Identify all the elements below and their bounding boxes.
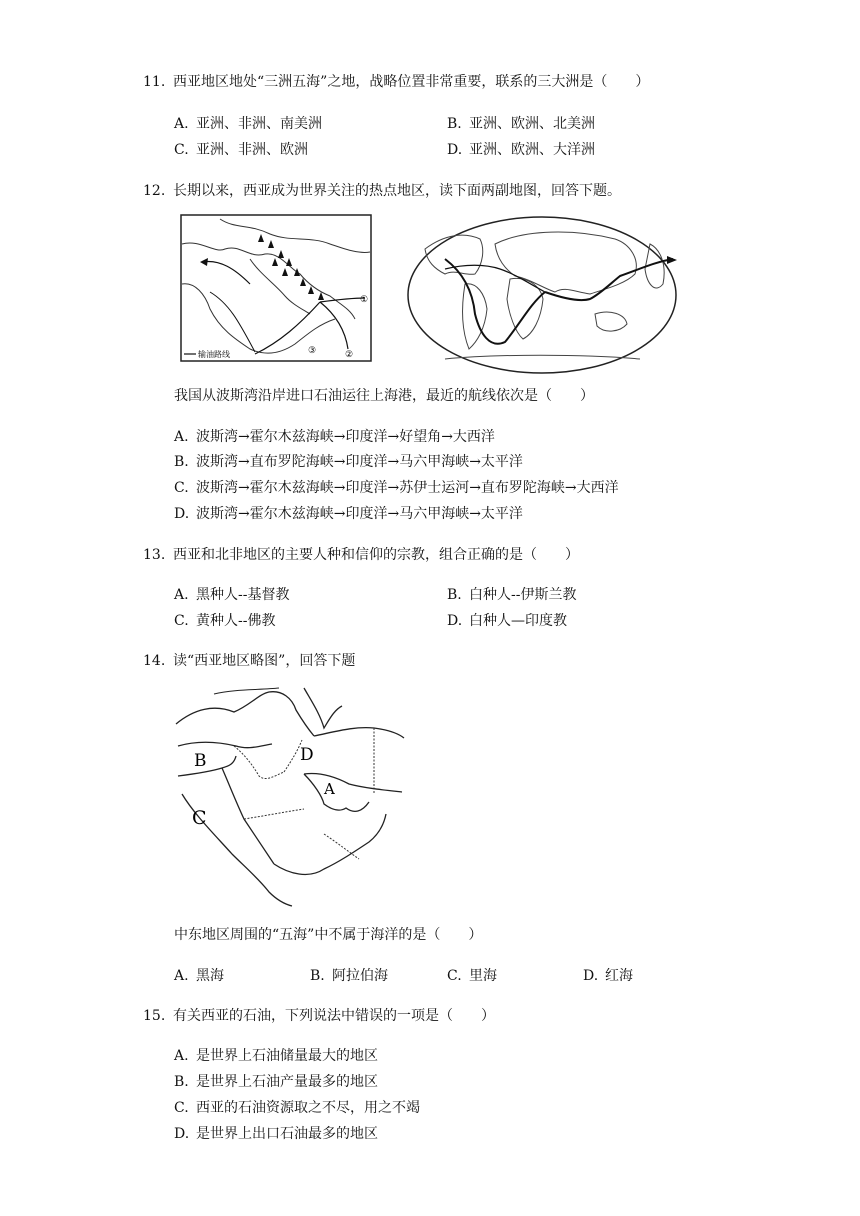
option-d[interactable] [174,504,523,524]
option-b[interactable] [174,452,523,472]
option-d[interactable] [447,611,567,631]
option-letter: A. [174,587,189,603]
option-c[interactable] [447,966,497,986]
option-text: 亚洲、非洲、欧洲 [196,142,308,158]
option-letter: B. [447,116,462,132]
option-c[interactable] [174,140,308,160]
option-c[interactable] [174,1098,420,1118]
option-text: 亚洲、欧洲、大洋洲 [469,142,595,158]
map-label-c: C [192,807,207,829]
question-14-stem [143,651,355,671]
option-text: 亚洲、非洲、南美洲 [196,116,322,132]
option-a[interactable] [174,427,495,447]
option-letter: B. [310,968,325,984]
question-12-substem: 我国从波斯湾沿岸进口石油运往上海港，最近的航线依次是（ ） [174,388,594,404]
option-b[interactable] [447,585,576,605]
question-text: 长期以来，西亚成为世界关注的热点地区，读下面两副地图，回答下题。 [173,183,621,199]
option-text: 阿拉伯海 [332,968,388,984]
option-text: 里海 [469,968,497,984]
option-text: 波斯湾→霍尔木兹海峡→印度洋→苏伊士运河→直布罗陀海峡→大西洋 [196,480,619,496]
question-14-substem: 中东地区周围的“五海”中不属于海洋的是（ ） [174,927,483,943]
question-text: 西亚地区地处“三洲五海”之地，战略位置非常重要，联系的三大洲是（ ） [173,74,650,90]
option-text: 白种人—印度教 [469,613,567,629]
option-d[interactable] [174,1124,378,1144]
question-12-stem [143,181,621,201]
option-letter: D. [447,142,463,158]
option-text: 西亚的石油资源取之不尽，用之不竭 [196,1100,420,1116]
option-text: 黄种人--佛教 [196,613,276,629]
question-number: 13. [143,547,166,563]
option-b[interactable] [447,114,595,134]
option-text: 波斯湾→霍尔木兹海峡→印度洋→马六甲海峡→太平洋 [196,506,523,522]
option-text: 白种人--伊斯兰教 [469,587,577,603]
question-15-stem [143,1006,495,1026]
oil-route-map [180,214,372,362]
option-text: 是世界上石油储量最大的地区 [196,1048,378,1064]
question-text: 西亚和北非地区的主要人种和信仰的宗教，组合正确的是（ ） [173,547,579,563]
world-route-map [405,214,679,376]
question-11-stem [143,72,649,92]
map-label-d: D [300,745,314,765]
option-letter: B. [174,454,189,470]
option-letter: B. [174,1074,189,1090]
option-d[interactable] [447,140,595,160]
option-a[interactable] [174,966,224,986]
option-d[interactable] [583,966,633,986]
option-a[interactable] [174,114,322,134]
option-letter: C. [174,142,189,158]
option-letter: D. [447,613,463,629]
option-letter: A. [174,968,189,984]
option-text: 波斯湾→霍尔木兹海峡→印度洋→好望角→大西洋 [196,429,495,445]
option-a[interactable] [174,1046,378,1066]
option-c[interactable] [174,611,275,631]
route-1-label: ① [360,295,369,305]
route-legend: 输油路线 [198,350,230,359]
option-letter: C. [174,613,189,629]
option-letter: D. [583,968,599,984]
option-letter: D. [174,506,190,522]
question-13-stem [143,545,579,565]
option-text: 黑种人--基督教 [196,587,290,603]
option-text: 是世界上出口石油最多的地区 [196,1126,378,1142]
option-text: 波斯湾→直布罗陀海峡→印度洋→马六甲海峡→太平洋 [196,454,523,470]
route-2-label: ② [345,350,354,360]
west-asia-map [174,684,406,908]
option-text: 红海 [605,968,633,984]
option-c[interactable] [174,478,619,498]
question-text: 读“西亚地区略图”，回答下题 [173,653,356,669]
option-a[interactable] [174,585,289,605]
option-letter: A. [174,1048,189,1064]
option-letter: B. [447,587,462,603]
map-label-b: B [194,751,207,771]
option-b[interactable] [310,966,388,986]
question-number: 14. [143,653,166,669]
option-letter: A. [174,429,189,445]
option-text: 是世界上石油产量最多的地区 [196,1074,378,1090]
option-letter: C. [174,1100,189,1116]
option-text: 黑海 [196,968,224,984]
question-number: 11. [143,74,166,90]
map-label-a: A [324,780,335,798]
option-letter: A. [174,116,189,132]
option-letter: C. [174,480,189,496]
option-b[interactable] [174,1072,378,1092]
option-letter: D. [174,1126,190,1142]
question-number: 12. [143,183,166,199]
route-3-label: ③ [308,346,317,356]
question-text: 有关西亚的石油，下列说法中错误的一项是（ ） [173,1008,495,1024]
question-number: 15. [143,1008,166,1024]
option-letter: C. [447,968,462,984]
option-text: 亚洲、欧洲、北美洲 [469,116,595,132]
